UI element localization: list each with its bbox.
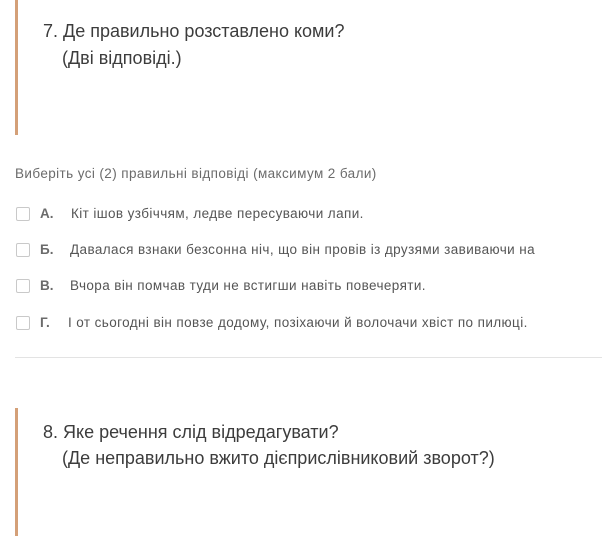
- option-d-text[interactable]: І от сьогодні він повзе додому, позіхаючи й волочачи хвіст по пилюці.: [68, 315, 528, 330]
- option-b-letter: Б.: [40, 242, 54, 257]
- section-divider: [15, 357, 602, 358]
- question-7-subtitle: (Дві відповіді.): [62, 48, 182, 68]
- question-7-title: 7. Де правильно розставлено коми?: [43, 21, 345, 41]
- option-d[interactable]: [15, 313, 602, 335]
- option-a-text[interactable]: Кіт ішов узбіччям, ледве пересуваючи лапи.: [71, 206, 364, 221]
- option-d-checkbox[interactable]: [16, 316, 30, 330]
- question-8-card: [15, 408, 602, 536]
- option-a[interactable]: [15, 204, 602, 226]
- option-b-text[interactable]: Давалася взнаки безсонна ніч, що він провів із друзями завиваючи на: [70, 242, 536, 257]
- question-8-title: 8. Яке речення слід відредагувати?: [43, 422, 339, 442]
- answer-instructions: Виберіть усі (2) правильні відповіді (максимум 2 бали): [15, 166, 377, 181]
- option-b-checkbox[interactable]: [16, 243, 30, 257]
- option-b[interactable]: [15, 240, 602, 262]
- question-7-card: [15, 0, 602, 135]
- option-c[interactable]: [15, 276, 602, 298]
- option-a-letter: А.: [40, 206, 54, 221]
- option-c-text[interactable]: Вчора він помчав туди не встигши навіть повечеряти.: [70, 278, 426, 293]
- option-c-checkbox[interactable]: [16, 279, 30, 293]
- option-c-letter: В.: [40, 278, 54, 293]
- question-8-subtitle: (Де неправильно вжито дієприслівниковий зворот?): [62, 448, 495, 468]
- option-d-letter: Г.: [40, 315, 50, 330]
- option-a-checkbox[interactable]: [16, 207, 30, 221]
